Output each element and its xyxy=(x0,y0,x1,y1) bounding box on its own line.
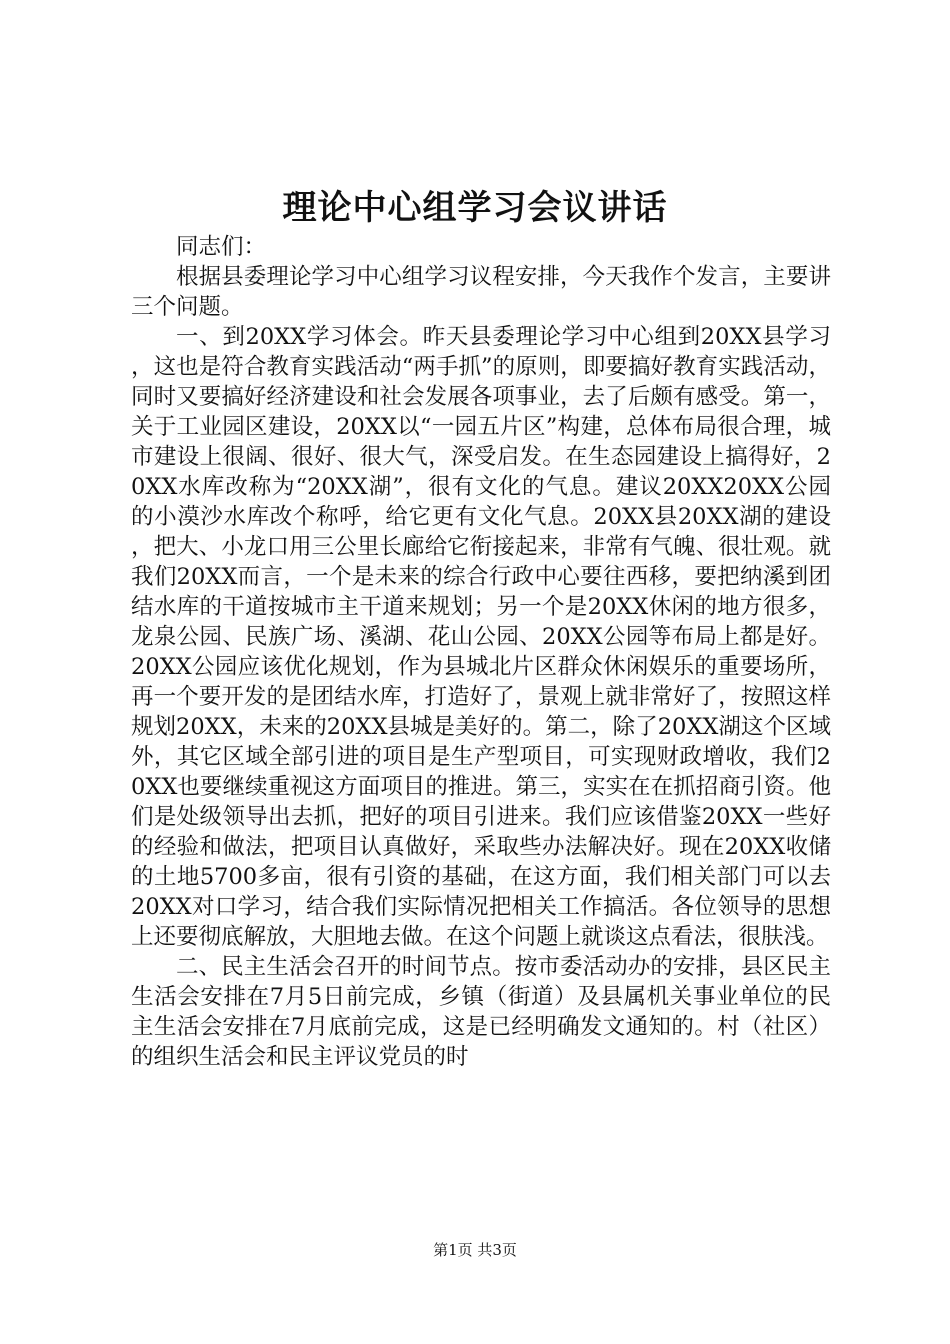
page-footer: 第1页 共3页 xyxy=(433,1241,517,1259)
intro-paragraph: 根据县委理论学习中心组学习议程安排，今天我作个发言，主要讲三个问题。 xyxy=(131,264,831,320)
salutation-paragraph: 同志们： xyxy=(176,234,267,260)
section-one-paragraph: 一、到20XX学习体会。昨天县委理论学习中心组到20XX县学习，这也是符合教育实践活动“两手抓”的原则，即要搞好教育实践活动，同时又要搞好经济建设和社会发展各项事业，去了后颇有感受。第一，关于工业园区建设，20XX以“一园五片区”构建，总体布局很合理，城市建设上很阔、很好、很大气，深受启发。在生态园建设上搞得好，20XX水库改称为“20XX湖”，很有文化的气息。建议20XX20XX公园的小漠沙水库改个称呼，给它更有文化气息。20XX县20XX湖的建设，把大、小龙口用三公里长廊给它衔接起来，非常有气魄、很壮观。就我们20XX而言，一个是未来的综合行政中心要往西移，要把纳溪到团结水库的干道按城市主干道来规划；另一个是20XX休闲的地方很多，龙泉公园、民族广场、溪湖、花山公园、20XX公园等布局上都是好。20XX公园应该优化规划，作为县城北片区群众休闲娱乐的重要场所，再一个要开发的是团结水库，打造好了，景观上就非常好了，按照这样规划20XX，未来的20XX县城是美好的。第二，除了20XX湖这个区域外，其它区域全部引进的项目是生产型项目，可实现财政增收，我们20XX也要继续重视这方面项目的推进。第三，实实在在抓招商引资。他们是处级领导出去抓，把好的项目引进来。我们应该借鉴20XX一些好的经验和做法，把项目认真做好，采取些办法解决好。现在20XX收储的土地5700多亩，很有引资的基础，在这方面，我们相关部门可以去20XX对口学习，结合我们实际情况把相关工作搞活。各位领导的思想上还要彻底解放，大胆地去做。在这个问题上就谈这点看法，很肤浅。 xyxy=(131,324,831,950)
document-title: 理论中心组学习会议讲话 xyxy=(282,188,668,228)
section-two-paragraph: 二、民主生活会召开的时间节点。按市委活动办的安排，县区民主生活会安排在7月5日前完成，乡镇（街道）及县属机关事业单位的民主生活会安排在7月底前完成，这是已经明确发文通知的。村（社区）的组织生活会和民主评议党员的时 xyxy=(131,954,831,1070)
document-body xyxy=(131,232,831,1072)
